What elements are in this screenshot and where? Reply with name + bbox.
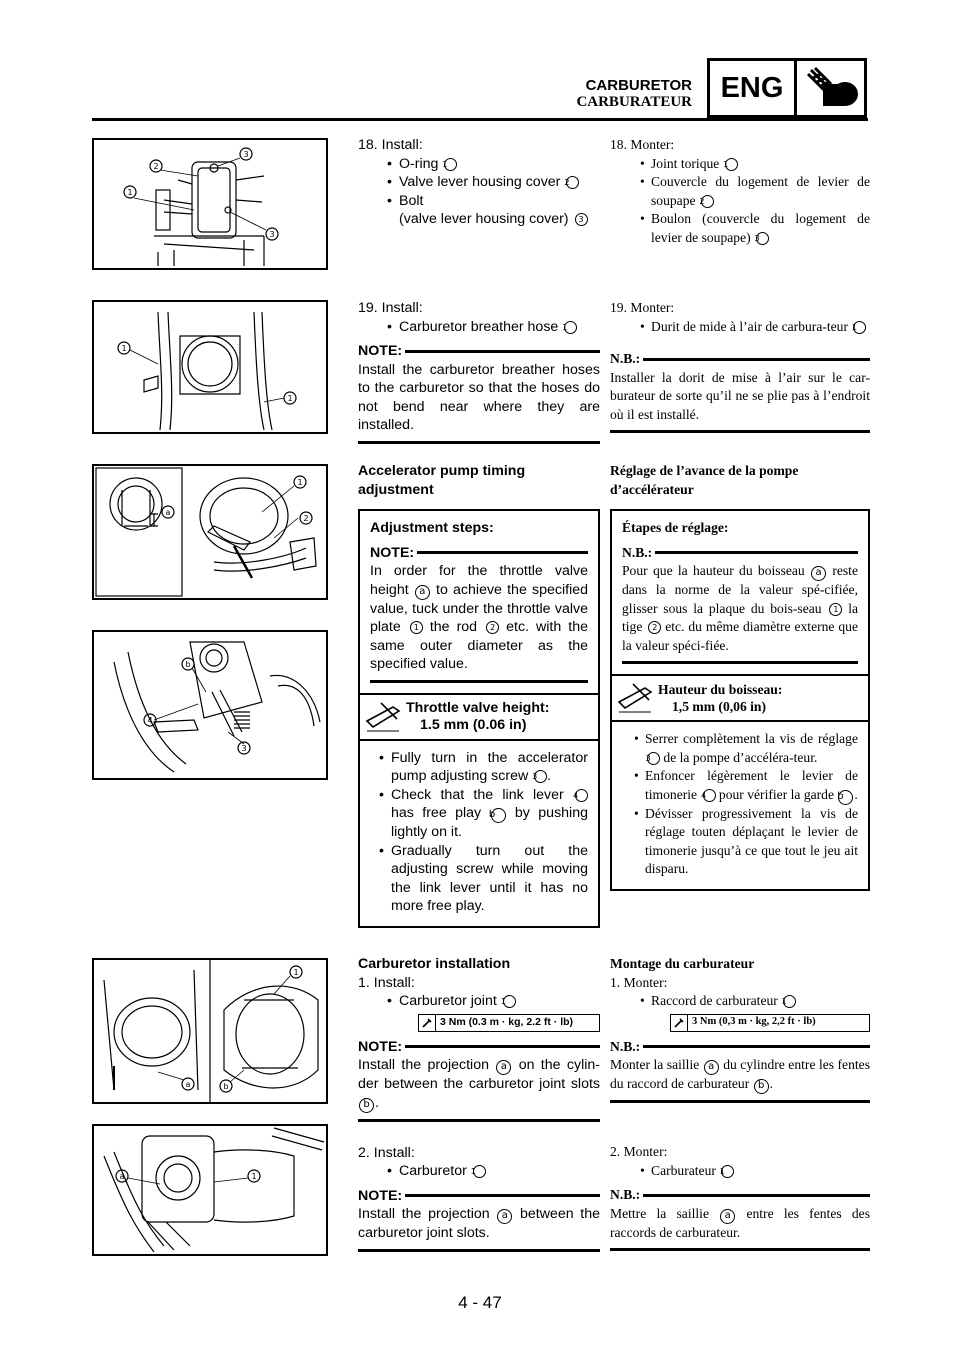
callout-1: 1	[121, 344, 127, 353]
callout-b: b	[185, 660, 191, 669]
valve-lever-cover-illustration	[94, 140, 326, 268]
callout-2: 2	[303, 514, 309, 523]
section-label: ENG	[710, 61, 797, 115]
pump-section-en	[358, 462, 600, 928]
carburetor-installation-illustration	[94, 1126, 326, 1254]
wrench-icon	[419, 1015, 436, 1031]
step-19-item-1-fr: • Durit de mide à l’air de carbura-teur 1	[628, 318, 870, 337]
callout-b: b	[223, 1082, 229, 1091]
step-18-item-1: • O-ring 1	[378, 155, 600, 174]
figure-breather-hose	[92, 300, 328, 434]
callout-1: 1	[251, 1172, 257, 1181]
note-end-rule-2	[358, 1249, 600, 1252]
throttle-valve-height-illustration	[94, 466, 326, 598]
carb-step-1-title-fr: 1. Monter:	[610, 974, 668, 990]
adjustment-box-title-fr: Étapes de réglage:	[622, 520, 729, 535]
figure-carburetor-installation	[92, 1124, 328, 1256]
carb-step-2-item-fr: • Carburateur 1	[628, 1162, 870, 1181]
figure-throttle-valve-height	[92, 464, 328, 600]
callout-3: 3	[243, 150, 249, 159]
spec-value: 1.5 mm (0.06 in)	[420, 716, 527, 733]
step-18-en	[358, 136, 600, 229]
carb-install-fr	[610, 955, 870, 1251]
torque-spec-fr	[670, 1014, 870, 1032]
torque-value-fr: 3 Nm (0,3 m · kg, 2,2 ft · lb)	[692, 1016, 816, 1028]
carb-step-1-title: 1. Install:	[358, 974, 415, 991]
adjustment-steps	[360, 739, 598, 926]
callout-1b: 1	[287, 394, 293, 403]
note-text-2-fr: Mettre la saillie a entre les fentes des raccords de carburateur.	[610, 1205, 870, 1240]
callout-3b: 3	[269, 230, 275, 239]
adjustment-box-fr	[610, 509, 870, 891]
note-header-fr: N.B.:	[610, 350, 870, 369]
callout-a: a	[119, 1172, 125, 1181]
step-19-title: 19. Install:	[358, 300, 423, 316]
callout-1: 1	[293, 968, 299, 977]
spec-text-fr	[658, 681, 868, 715]
engine-motor-icon	[797, 61, 864, 115]
step-19-fr	[610, 299, 870, 433]
note-end-rule-fr	[610, 1100, 870, 1103]
adjust-step-3: • Gradually turn out the adjusting screw while moving the link lever until it has no more free play.	[370, 842, 588, 916]
carb-install-heading-fr: Montage du carburateur	[610, 956, 755, 971]
note-end-rule-fr	[610, 430, 870, 433]
torque-value: 3 Nm (0.3 m · kg, 2.2 ft · lb)	[440, 1016, 574, 1029]
spec-row-fr	[612, 674, 868, 720]
carb-step-2-item: • Carburetor 1	[378, 1162, 600, 1181]
note-text-fr: Monter la saillie a du cylindre entre les fentes du raccord de carburateur b .	[610, 1056, 870, 1094]
pump-heading: Accelerator pump timing adjustment	[358, 463, 526, 498]
carb-step-1-item: • Carburetor joint 1	[378, 992, 600, 1011]
note-text: In order for the throttle valve height a to achieve the specified value, tuck under the throttle valve plate 1 the rod 2 etc. with the same outer diameter as the specified value.	[370, 563, 589, 672]
header-title-fr: CARBURATEUR	[576, 94, 692, 110]
step-19-item-1: • Carburetor breather hose 1	[378, 318, 600, 337]
carb-step-2-title: 2. Install:	[358, 1144, 415, 1161]
header-title-en: CARBURETOR	[585, 77, 692, 94]
note-text: Install the projection a on the cylin-der between the carburetor joint slots b .	[358, 1057, 600, 1111]
figure-carburetor-joint	[92, 958, 328, 1104]
note-header-2: NOTE:	[358, 1187, 600, 1206]
carb-step-1-item-fr: • Raccord de carburateur 1	[628, 992, 870, 1011]
step-18-item-1-fr: • Joint torique 1	[628, 155, 870, 174]
wrench-icon	[671, 1015, 688, 1031]
adjust-step-1: • Fully turn in the accelerator pump adjusting screw 3 .	[370, 749, 588, 786]
callout-1: 1	[127, 188, 133, 197]
adjustment-box-title: Adjustment steps:	[370, 520, 494, 536]
caliper-icon	[360, 701, 406, 733]
note-header-fr: N.B.:	[610, 1038, 870, 1057]
note-text-fr: Pour que la hauteur du boisseau a reste dans la norme de la valeur spé-cifiée, glisser sous la plaque du bois-seau 1 la tige 2 etc. du même diamètre externe que la valeur spéci-fiée.	[622, 563, 858, 653]
adjustment-box	[358, 509, 600, 928]
figure-link-lever-free-play	[92, 630, 328, 780]
adjust-step-2: • Check that the link lever 4 has free play b by pushing lightly on it.	[370, 786, 588, 842]
note-text-2: Install the projection a between the carburetor joint slots.	[358, 1206, 600, 1241]
carb-step-2-title-fr: 2. Monter:	[610, 1144, 668, 1159]
step-19-en	[358, 299, 600, 444]
note-header-fr: N.B.:	[622, 544, 858, 563]
step-18-item-3: • Bolt	[378, 192, 600, 211]
callout-1: 1	[297, 478, 303, 487]
note-end-rule	[358, 441, 600, 444]
callout-2: 2	[153, 162, 159, 171]
adjustment-steps-fr	[612, 720, 868, 889]
callout-4: 4	[147, 716, 153, 725]
note-header: NOTE:	[370, 544, 588, 563]
note-text-fr: Installer la dorit de mise à l’air sur le car-burateur de sorte qu’il ne se plie pas à l’endroit où il est installé.	[610, 369, 870, 422]
page-number: 4 - 47	[458, 1293, 502, 1312]
pump-section-fr	[610, 462, 870, 891]
note-header-2-fr: N.B.:	[610, 1186, 870, 1205]
step-18-item-3-sub: (valve lever housing cover) 3	[378, 210, 600, 229]
spec-row	[360, 693, 598, 739]
callout-a: a	[185, 1080, 191, 1089]
breather-hose-illustration	[94, 302, 326, 432]
note-text: Install the carburetor breather hoses to the carburetor so that the hoses do not bend near where they are installed.	[358, 361, 600, 433]
step-18-item-3-fr: • Boulon (couvercle du logement de levier de soupape) 3	[628, 210, 870, 247]
callout-a: a	[165, 508, 171, 517]
figure-valve-lever-cover	[92, 138, 328, 270]
step-18-fr	[610, 136, 870, 247]
step-18-item-2-fr: • Couvercle du logement de levier de soupape 2	[628, 173, 870, 210]
spec-text	[406, 700, 598, 734]
carb-install-heading: Carburetor installation	[358, 956, 511, 972]
spec-value-fr: 1,5 mm (0,06 in)	[672, 699, 767, 714]
carburetor-joint-illustration	[94, 960, 326, 1102]
callout-3: 3	[241, 744, 247, 753]
step-18-title-fr: 18. Monter:	[610, 137, 675, 152]
section-tab	[707, 58, 867, 118]
caliper-icon	[612, 682, 658, 714]
note-end-rule	[370, 680, 588, 683]
link-lever-free-play-illustration	[94, 632, 326, 778]
note-header: NOTE:	[358, 342, 600, 361]
note-end-rule-fr	[622, 661, 858, 664]
carb-install-en	[358, 955, 600, 1252]
spec-label: Throttle valve height:	[406, 699, 550, 716]
torque-spec	[418, 1014, 600, 1032]
step-18-title: 18. Install:	[358, 137, 423, 153]
step-19-title-fr: 19. Monter:	[610, 300, 675, 315]
adjust-step-2-fr: • Enfoncer légèrement le levier de timonerie 4 pour vérifier la garde b .	[622, 767, 858, 805]
adjust-step-1-fr: • Serrer complètement la vis de réglage 3 de la pompe d’accéléra-teur.	[622, 730, 858, 767]
step-18-item-2: • Valve lever housing cover 2	[378, 173, 600, 192]
adjust-step-3-fr: • Dévisser progressivement la vis de réglage touten déplaçant le levier de timonerie jusqu’à ce que tout le jeu ait disparu.	[622, 805, 858, 879]
header-rule	[92, 118, 868, 121]
note-header: NOTE:	[358, 1038, 600, 1057]
note-end-rule	[358, 1119, 600, 1122]
spec-label-fr: Hauteur du boisseau:	[658, 682, 783, 697]
pump-heading-fr: Réglage de l’avance de la pompe d’accélérateur	[610, 463, 799, 497]
note-end-rule-2-fr	[610, 1248, 870, 1251]
